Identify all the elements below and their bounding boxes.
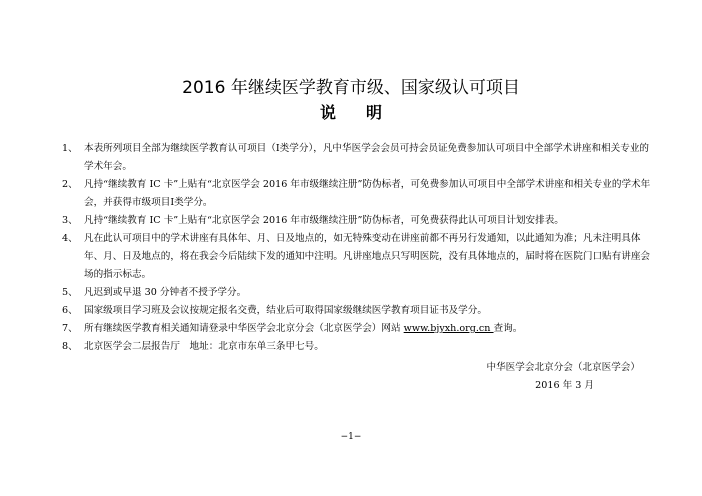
item-number: 6、 bbox=[62, 305, 78, 316]
list-item bbox=[62, 230, 652, 284]
list-item bbox=[62, 284, 652, 302]
item-text: 凡持“继续教育 IC 卡”上贴有“北京医学会 2016 年市级继续注册”防伪标者，可免费获得此认可项目计划安排表。 bbox=[84, 215, 564, 226]
item-number: 8、 bbox=[62, 341, 78, 352]
item-number: 1、 bbox=[62, 143, 78, 154]
item-text bbox=[84, 320, 652, 338]
item-text: 北京医学会二层报告厅 地址：北京市东单三条甲七号。 bbox=[84, 341, 324, 352]
item-text: 国家级项目学习班及会议按规定报名交费，结业后可取得国家级继续医学教育项目证书及学分。 bbox=[84, 305, 487, 316]
notes-list bbox=[62, 140, 652, 356]
list-item bbox=[62, 140, 652, 176]
item-number: 7、 bbox=[62, 323, 78, 334]
page-number: −1− bbox=[340, 432, 362, 442]
list-item bbox=[62, 212, 652, 230]
item-text: 本表所列项目全部为继续医学教育认可项目（Ⅰ类学分），凡中华医学会会员可持会员证免费参加认可项目中全部学术讲座和相关专业的学术年会。 bbox=[84, 143, 650, 172]
signature-date: 2016 年 3 月 bbox=[535, 380, 594, 391]
item-number: 5、 bbox=[62, 287, 78, 298]
item-text: 凡持“继续教育 IC 卡”上贴有“北京医学会 2016 年市级继续注册”防伪标者，可免费参加认可项目中全部学术讲座和相关专业的学术年会，并获得市级项目Ⅰ类学分。 bbox=[84, 179, 651, 208]
item-text-after-link: 查询。 bbox=[493, 323, 523, 334]
item-number: 3、 bbox=[62, 215, 78, 226]
item-text: 凡在此认可项目中的学术讲座有具体年、月、日及地点的，如无特殊变动在讲座前都不再另行发通知，以此通知为准；凡未注明具体年、月、日及地点的，将在我会今后陆续下发的通知中注明。凡讲座地点只写明医院，没有具体地点的，届时将在医院门口贴有讲座会场的指示标志。 bbox=[84, 233, 651, 280]
item-number: 4、 bbox=[62, 233, 78, 244]
signature-block bbox=[487, 359, 641, 395]
item-text: 凡迟到或早退 30 分钟者不授予学分。 bbox=[84, 287, 247, 298]
signature-org: 中华医学会北京分会（北京医学会） bbox=[486, 362, 640, 373]
document-title: 2016 年继续医学教育市级、国家级认可项目 bbox=[182, 78, 520, 98]
document-subtitle: 说明 bbox=[319, 103, 412, 122]
item-text-before-link: 所有继续医学教育相关通知请登录中华医学会北京分会（北京医学会）网站 bbox=[84, 323, 404, 334]
list-item bbox=[62, 176, 652, 212]
list-item bbox=[62, 302, 652, 320]
list-item bbox=[62, 338, 652, 356]
website-link[interactable]: www.bjyxh.org.cn bbox=[403, 323, 494, 334]
list-item bbox=[62, 320, 652, 338]
item-number: 2、 bbox=[62, 179, 78, 190]
